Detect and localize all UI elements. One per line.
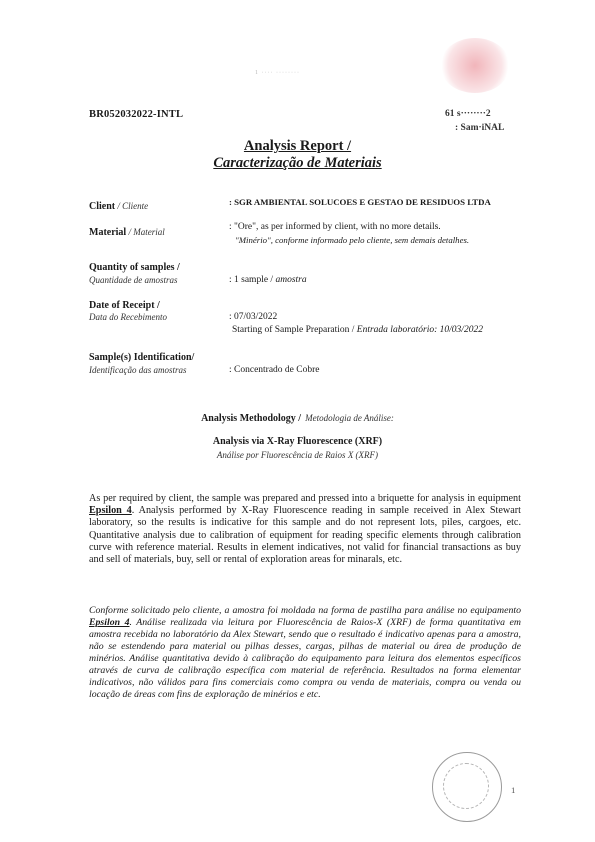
client-label-en: Client	[89, 201, 116, 212]
quantity-value-en: : 1 sample /	[229, 275, 274, 285]
sample-id-value: : Concentrado de Cobre	[229, 365, 320, 375]
description-en-part1: As per required by client, the sample was prepared and pressed into a briquette for analysis in equipment	[89, 493, 521, 504]
sample-reference: 61 s········2	[445, 109, 491, 119]
method-name-pt: Análise por Fluorescência de Raios X (XRF)	[216, 450, 379, 460]
equipment-name-pt: Epsilon 4	[89, 617, 130, 628]
receipt-label-pt: Data do Recebimento	[89, 312, 167, 322]
description-pt-part1: Conforme solicitado pelo cliente, a amostra foi moldada na forma de pastilha para análise no equipamento	[89, 605, 521, 616]
material-value-pt: "Minério", conforme informado pelo cliente, sem demais detalhes.	[235, 235, 470, 245]
material-value: : "Ore", as per informed by client, with no more details.	[229, 222, 441, 232]
sample-prep-pt: Entrada laboratório: 10/03/2022	[356, 325, 483, 335]
sample-id-label-pt: Identificação das amostras	[89, 365, 187, 375]
sample-status: : Sam·iNAL	[455, 123, 505, 133]
receipt-label: Date of Receipt /	[89, 300, 160, 311]
sample-prep-line	[232, 325, 483, 335]
description-paragraph-pt	[89, 605, 521, 701]
stamp-seal	[432, 752, 502, 822]
quantity-label: Quantity of samples /	[89, 262, 180, 273]
client-label-pt: Cliente	[122, 201, 149, 211]
report-title: Analysis Report /	[243, 138, 352, 154]
client-label: Client / Cliente	[89, 201, 149, 212]
sample-prep-en: Starting of Sample Preparation /	[232, 325, 355, 335]
material-label: Material / Material	[89, 227, 165, 238]
equipment-name-en: Epsilon 4	[89, 505, 132, 517]
description-paragraph-en	[89, 493, 521, 566]
quantity-value	[229, 275, 307, 285]
methodology-heading-pt: Metodologia de Análise:	[305, 413, 394, 423]
logo-seal	[440, 38, 510, 93]
material-label-en: Material	[89, 227, 127, 238]
description-en-part2: . Analysis performed by X-Ray Fluorescence reading in sample received in Alex Stewart laboratory, so the results is indicative for this sample and do not represent lots, piles, cargoes, etc. Quantitative analysis due to calibration of equipment for reading specific elements through calibration curve with reference material. Results in element indicatives, not valid for financial transactions as buy and sell of materials, buy, sell or rental of exploration areas for minarals, etc.	[89, 505, 521, 566]
page-number: 1	[511, 785, 516, 795]
sample-id-label: Sample(s) Identification/	[89, 352, 195, 363]
quantity-label-pt: Quantidade de amostras	[89, 275, 178, 285]
methodology-heading-en: Analysis Methodology /	[201, 413, 302, 424]
quantity-value-pt: amostra	[275, 275, 307, 285]
client-value: : SGR AMBIENTAL SOLUCOES E GESTAO DE RESIDUOS LTDA	[229, 197, 491, 207]
methodology-heading	[0, 408, 595, 426]
letterhead-blurred-text: 1 ···· ········	[255, 70, 300, 76]
report-title-pt: Caracterização de Materiais	[213, 155, 382, 171]
receipt-date: : 07/03/2022	[229, 312, 278, 322]
method-name: Analysis via X-Ray Fluorescence (XRF)	[212, 436, 383, 447]
description-pt-part2: . Análise realizada via leitura por Fluorescência de Raios-X (XRF) de forma quantitativa em amostra recebida no laboratório da Alex Stewart, sendo que o resultado é indicativo apenas para a amostra, não se estendendo para material ou pilhas desses, cargas, pilhas de material ou área de produção de minérios. Análise quantitativa devido à calibração do equipamento para leitura dos elementos específicos através de curva de calibração específica com material de referência. Resultados na forma elementar indicativos, não válidos para fins comerciais como compra ou venda de materiais, compra ou venda ou locação de áreas com fins de exploração de minérios e etc.	[89, 617, 521, 700]
material-label-pt: Material	[133, 227, 165, 237]
report-reference: BR052032022-INTL	[89, 109, 184, 120]
